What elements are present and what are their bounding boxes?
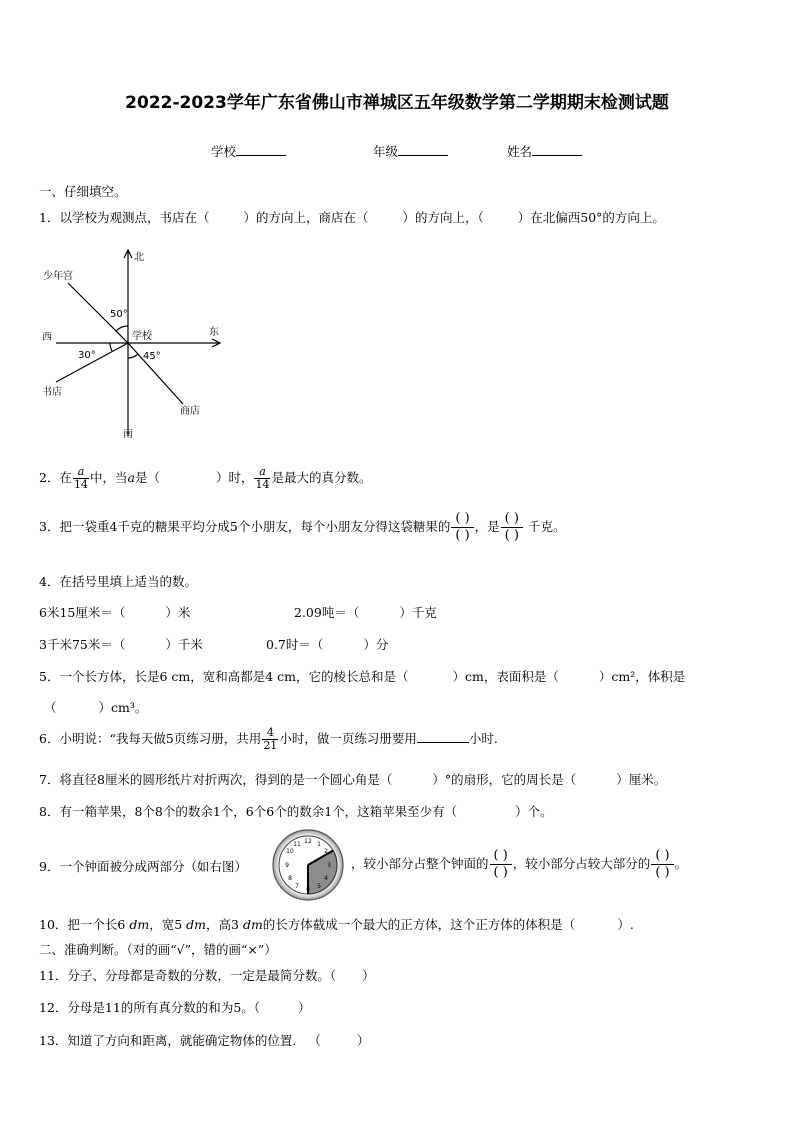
svg-text:1: 1 — [317, 841, 321, 848]
q11-blank[interactable] — [336, 968, 362, 983]
question-7: 7．将直径8厘米的圆形纸片对折两次，得到的是一个圆心角是（ ）°的扇形，它的周长是（ ）厘米。 — [39, 772, 667, 787]
angle-45-arc — [128, 354, 138, 358]
q1-blank-2[interactable] — [368, 210, 402, 225]
q9-fraction-blank-2[interactable]: $\frac{( )}{( )}$ — [651, 848, 673, 881]
bookstore-label: 书店 — [42, 387, 62, 398]
q4-item-3: 3千米75米＝（ ）千米 — [39, 637, 203, 652]
question-5-cont: （ ）cm³。 — [44, 700, 148, 715]
q10-blank[interactable] — [575, 917, 617, 932]
bookstore-line — [56, 343, 128, 382]
school-blank[interactable] — [236, 143, 286, 156]
q5-blank-2[interactable] — [559, 669, 599, 684]
question-4: 4．在括号里填上适当的数。 — [39, 574, 197, 589]
page-title: 2022-2023学年广东省佛山市禅城区五年级数学第二学期期末检测试题 — [125, 93, 669, 113]
q7-blank-1[interactable] — [392, 772, 432, 787]
svg-text:11: 11 — [293, 841, 301, 848]
section-1-heading: 一、仔细填空。 — [39, 184, 127, 199]
svg-text:7: 7 — [295, 883, 299, 890]
q4-blank-1[interactable] — [125, 605, 165, 620]
question-2: 2．在 $\frac{a}{14}$ 中，当a是（ ）时， $\frac{a}{14}$ 是最大的真分数。 — [39, 465, 372, 491]
svg-text:10: 10 — [286, 848, 294, 855]
svg-text:9: 9 — [285, 862, 289, 869]
q3-fraction-blank-1[interactable]: $\frac{( )}{( )}$ — [451, 511, 473, 544]
q4-blank-2[interactable] — [359, 605, 399, 620]
direction-diagram — [40, 246, 230, 442]
south-label: 南 — [123, 429, 133, 440]
q6-blank[interactable] — [417, 730, 469, 743]
q4-blank-3[interactable] — [125, 637, 165, 652]
question-1: 1．以学校为观测点，书店在（ ）的方向上，商店在（ ）的方向上，（ ）在北偏西50°的方向上。 — [39, 210, 665, 225]
angle-50-arc — [116, 326, 128, 331]
svg-text:6: 6 — [306, 886, 310, 893]
question-3: 3．把一袋重4千克的糖果平均分成5个小朋友，每个小朋友分得这袋糖果的 $\frac{( )}{( )}$ ，是 $\frac{( )}{( )}$ 千克。 — [39, 511, 566, 543]
shop-label: 商店 — [180, 406, 200, 417]
clock-face-image — [269, 829, 347, 901]
angle-50-label: 50° — [110, 309, 128, 320]
question-10: 10．把一个长6 dm，宽5 dm，高3 dm的长方体截成一个最大的正方体，这个正方体的体积是（ ）. — [39, 917, 634, 932]
name-field[interactable] — [507, 142, 582, 160]
q2-fraction-1: $\frac{a}{14}$ — [73, 465, 88, 491]
q4-item-2: 2.09吨＝（ ）千克 — [294, 605, 437, 620]
question-6: 6．小明说：“我每天做5页练习册，共用 $\frac{4}{21}$ 小时，做一页练习册要用 小时. — [39, 726, 498, 752]
grade-blank[interactable] — [398, 143, 448, 156]
name-blank[interactable] — [532, 143, 582, 156]
angle-30-arc — [110, 343, 112, 351]
west-label: 西 — [42, 332, 52, 343]
svg-text:4: 4 — [324, 875, 328, 882]
question-9-part-2: ，较小部分占整个钟面的 $\frac{( )}{( )}$ ，较小部分占较大部分的 $\frac{( )}{( )}$ 。 — [351, 848, 688, 880]
q7-blank-2[interactable] — [576, 772, 616, 787]
angle-45-label: 45° — [143, 351, 161, 362]
question-9-part-1: 9．一个钟面被分成两部分（如右图） — [39, 859, 247, 874]
school-point-label: 学校 — [132, 331, 152, 342]
school-label: 学校 — [211, 144, 237, 159]
q2-blank[interactable] — [160, 470, 216, 485]
east-label: 东 — [209, 327, 219, 338]
section-2-heading: 二、准确判断。（对的画“√”，错的画“×”） — [39, 942, 277, 957]
q1-blank-3[interactable] — [484, 210, 518, 225]
grade-field[interactable] — [373, 142, 448, 160]
svg-text:8: 8 — [288, 875, 292, 882]
svg-text:5: 5 — [317, 883, 321, 890]
school-field[interactable] — [211, 142, 286, 160]
question-5: 5．一个长方体，长是6 cm，宽和高都是4 cm，它的棱长总和是（ ）cm，表面积是（ ）cm²，体积是 — [39, 669, 686, 684]
angle-30-label: 30° — [78, 350, 96, 361]
q13-blank[interactable] — [321, 1033, 357, 1048]
north-label: 北 — [134, 252, 144, 263]
question-8: 8．有一箱苹果，8个8个的数余1个，6个6个的数余1个，这箱苹果至少有（ ）个。 — [39, 804, 553, 819]
q1-blank-1[interactable] — [209, 210, 243, 225]
q2-fraction-2: $\frac{a}{14}$ — [255, 465, 270, 491]
svg-text:12: 12 — [304, 838, 312, 845]
question-12: 12．分母是11的所有真分数的和为5。（ ） — [39, 1000, 311, 1015]
q4-blank-4[interactable] — [323, 637, 363, 652]
name-label: 姓名 — [507, 144, 533, 159]
q4-item-1: 6米15厘米＝（ ）米 — [39, 605, 191, 620]
palace-label: 少年宫 — [43, 271, 73, 282]
svg-text:3: 3 — [327, 862, 331, 869]
q9-fraction-blank-1[interactable]: $\frac{( )}{( )}$ — [490, 848, 512, 881]
q12-blank[interactable] — [260, 1000, 298, 1015]
q6-fraction: $\frac{4}{21}$ — [263, 726, 278, 752]
q3-fraction-blank-2[interactable]: $\frac{( )}{( )}$ — [501, 511, 523, 544]
q4-item-4: 0.7时＝（ ）分 — [266, 637, 389, 652]
svg-text:2: 2 — [324, 848, 328, 855]
question-13: 13．知道了方向和距离，就能确定物体的位置. （ ） — [39, 1033, 370, 1048]
grade-label: 年级 — [373, 144, 399, 159]
question-11: 11．分子、分母都是奇数的分数，一定是最简分数。（ ） — [39, 968, 375, 983]
q5-blank-1[interactable] — [409, 669, 453, 684]
q8-blank[interactable] — [457, 804, 515, 819]
q5-blank-3[interactable] — [57, 700, 99, 715]
